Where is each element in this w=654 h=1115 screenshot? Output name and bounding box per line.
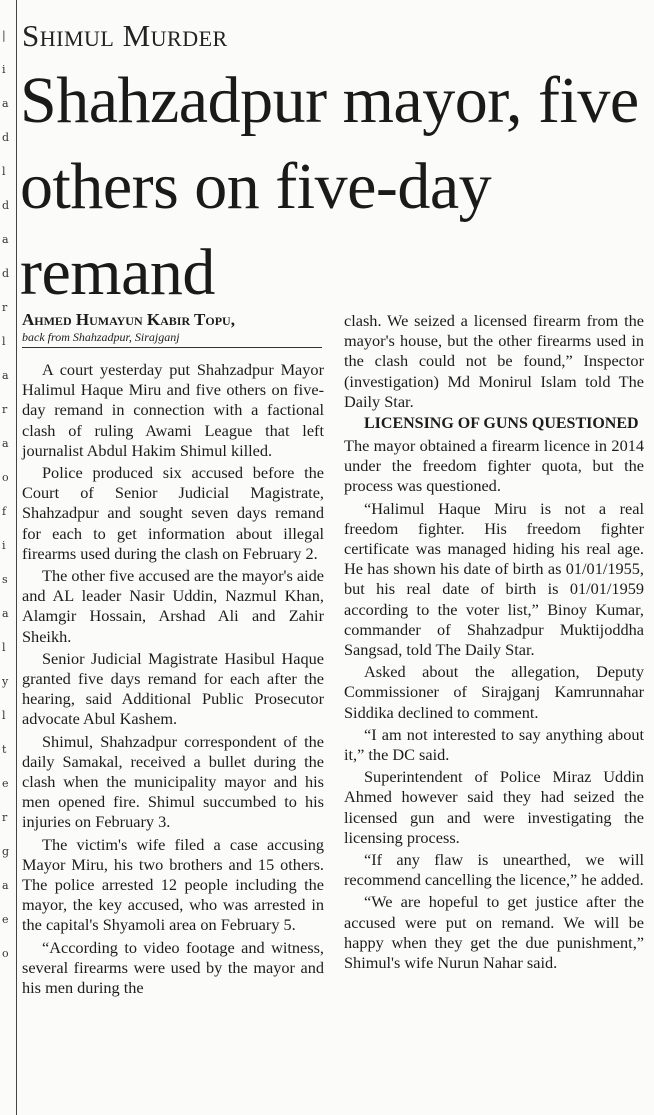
gutter-letter: l: [2, 709, 6, 722]
gutter-letter: a: [2, 437, 9, 450]
gutter-letter: d: [2, 199, 10, 212]
gutter-letter: a: [2, 879, 9, 892]
gutter-letter: l: [2, 641, 6, 654]
gutter-letter: a: [2, 233, 9, 246]
gutter-letter: i: [2, 63, 6, 76]
paragraph-continued: clash. We seized a licensed firearm from the mayor's house, but the other firearms used in the clash could not be found,” Inspector (investigation) Md Monirul Islam told The Daily Star.: [344, 311, 644, 411]
gutter-letter: a: [2, 607, 9, 620]
gutter-letter: r: [2, 811, 8, 824]
gutter-letter: o: [2, 471, 9, 484]
left-page-margin: [0, 0, 17, 1115]
paragraph: The other five accused are the mayor's aide and AL leader Nasir Uddin, Nazmul Khan, Alamgir Hossain, Arshad Ali and Zahir Sheikh.: [22, 566, 324, 646]
gutter-letter: g: [2, 845, 10, 858]
gutter-letter: l: [2, 335, 6, 348]
paragraph: “Halimul Haque Miru is not a real freedom fighter. His freedom fighter certificate was managed hiding his real age. He has shown his date of birth as 01/01/1955, but his real date of birth is 01/01/1959 according to the voter list,” Binoy Kumar, commander of Shahzadpur Muktijoddha Sangsad, told The Daily Star.: [344, 498, 644, 660]
paragraph: Superintendent of Police Miraz Uddin Ahmed however said they had seized the licensed gun and were investigating the licensing process.: [344, 767, 644, 847]
paragraph: The mayor obtained a firearm licence in 2014 under the freedom fighter quota, but the process was questioned.: [344, 436, 644, 496]
gutter-letter: e: [2, 913, 9, 926]
gutter-letter: t: [2, 743, 7, 756]
byline: [22, 310, 322, 348]
paragraph: A court yesterday put Shahzadpur Mayor Halimul Haque Miru and five others on five-day remand in connection with a factional clash of ruling Awami League that left journalist Abdul Hakim Shimul killed.: [22, 360, 324, 460]
paragraph: Police produced six accused before the Court of Senior Judicial Magistrate, Shahzadpur and sought seven days remand for each to get information about illegal firearms used during the clash on February 2.: [22, 463, 324, 563]
paragraph: “We are hopeful to get justice after the accused were put on remand. We will be happy when they get the due punishment,” Shimul's wife Nurun Nahar said.: [344, 892, 644, 973]
paragraph: “If any flaw is unearthed, we will recommend cancelling the licence,” he added.: [344, 850, 644, 890]
article-column-1: [22, 360, 324, 1000]
paragraph: “According to video footage and witness, several firearms were used by the mayor and his men during the: [22, 937, 324, 998]
byline-dateline: back from Shahzadpur, Sirajganj: [22, 330, 180, 344]
gutter-letter: d: [2, 267, 10, 280]
gutter-letter: s: [2, 573, 8, 586]
article-column-2: [344, 311, 644, 975]
paragraph: Asked about the allegation, Deputy Commissioner of Sirajganj Kamrunnahar Siddika declined to comment.: [344, 662, 644, 722]
paragraph: “I am not interested to say anything about it,” the DC said.: [344, 724, 644, 765]
section-kicker: Shimul Murder: [22, 18, 228, 53]
paragraph: Senior Judicial Magistrate Hasibul Haque granted five days remand for each after the hearing, said Additional Public Prosecutor advocate Abul Kashem.: [22, 648, 324, 729]
gutter-letter: a: [2, 97, 9, 110]
gutter-letter: a: [2, 369, 9, 382]
subheading: LICENSING OF GUNS QUESTIONED: [364, 415, 639, 433]
gutter-letter: o: [2, 947, 9, 960]
gutter-letter: y: [2, 675, 9, 688]
gutter-letter: |: [2, 29, 6, 42]
gutter-letter: d: [2, 131, 10, 144]
paragraph: Shimul, Shahzadpur correspondent of the daily Samakal, received a bullet during the clash when the municipality mayor and his men opened fire. Shimul succumbed to his injuries on February 3.: [22, 731, 324, 832]
gutter-letter: f: [2, 505, 7, 518]
byline-author: Ahmed Humayun Kabir Topu,: [22, 310, 235, 329]
paragraph: The victim's wife filed a case accusing Mayor Miru, his two brothers and 15 others. The police arrested 12 people including the mayor, the key accused, who was arrested in the capital's Shyamoli area on February 5.: [22, 834, 324, 935]
gutter-letter: r: [2, 301, 8, 314]
gutter-letter: l: [2, 165, 6, 178]
gutter-letter: e: [2, 777, 9, 790]
gutter-letter: r: [2, 403, 8, 416]
headline: Shahzadpur mayor, five others on five-day remand: [20, 64, 639, 309]
gutter-letter: i: [2, 539, 6, 552]
